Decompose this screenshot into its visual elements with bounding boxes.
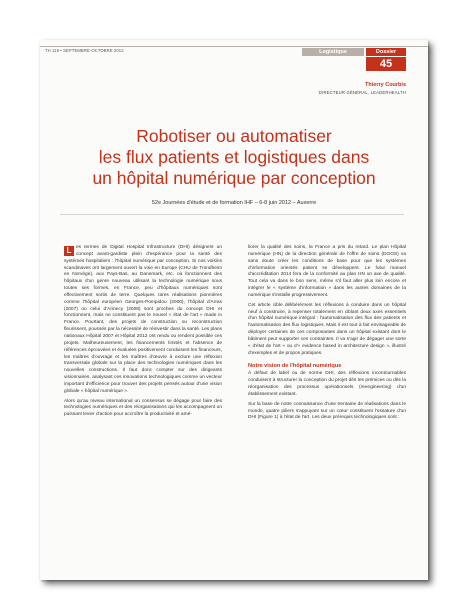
title-line-3: un hôpital numérique par conception bbox=[92, 168, 376, 188]
dossier-tab: Dossier bbox=[366, 48, 406, 56]
page-number: 45 bbox=[366, 57, 406, 71]
paragraph: Alors qu'au niveau international un consensus se dégage pour faire des technologies numériques et des réorganisations qui les accompagnent un puissant levier d'action pour accroître la productivité et amé- bbox=[64, 398, 222, 418]
author-name: Thierry Courbis bbox=[365, 82, 406, 88]
section-tab: Logistique bbox=[302, 48, 364, 56]
title-line-1: Robotiser ou automatiser bbox=[136, 126, 332, 146]
dropcap: L bbox=[64, 246, 74, 256]
right-column bbox=[248, 245, 406, 425]
paragraph: Sur la base de notre connaissance d'une trentaine de réalisations dans le monde, quatre piliers s'appuyant sur un cœur constituent l'ossature d'un DHI (Figure 1) à l'état de l'art. Les deux prérequis technologiques sont : bbox=[248, 401, 406, 421]
title-line-2: les flux patients et logistiques dans bbox=[98, 147, 370, 167]
article-title bbox=[52, 126, 416, 189]
paragraph: liorer la qualité des soins, la France a pris du retard. Le plan Hôpital numérique (HN) de la direction générale de l'offre de soins (DGOS) va sans doute créer les conditions de base pour que les systèmes d'information orientés patient se développent. Le futur manuel d'accréditation 2014 fera de la conformité au plan HN un axe de qualité. Tout cela va dans le bon sens, même s'il faut aller plus loin encore et intégrer le « système d'information » dans les autres domaines de la numérique s'installe progressivement. bbox=[248, 245, 406, 298]
issue-label: TH 119 • SEPTEMBRE-OCTOBRE 2012 bbox=[45, 48, 124, 53]
paragraph: À défaut de label ou de norme DHI, des réflexions incontournables conduisent à structurer la conception du projet dès les prémices ou dès la réorganisation des processus opérationnels (reengineering) d'un établissement existant. bbox=[248, 371, 406, 397]
left-column bbox=[64, 245, 222, 422]
paragraph: Cet article cible délibérément les réflexions à conduire dans un hôpital neuf à construire, à repenser totalement en ciblant deux axes essentiels d'un hôpital numérique intégral : l'automatisation des flux des patients et l'automatisation des flux logistiques. Mais il est tout à fait envisageable de déployer certaines de ces composantes dans un hôpital existant dont le bâtiment peut supporter ces contraintes. Il va s'agir de dégager une sorte « d'état de l'art » ou d'« evidence based in architecture design », illustré d'exemples et de propos pratiques. bbox=[248, 302, 406, 356]
section-heading: Notre vision de l'hôpital numérique bbox=[248, 362, 342, 369]
paragraph-text: es termes de Digital Hospital Infrastructure (DHI) désignent un concept avant-gardiste plein d'espérance pour la santé des systèmes hospitaliers : l'hôpital numérique par conception. Si nos voisins scandinaves ont largement ouvert la voie en Europe (CHU de Trondheim en Norvège), aux Pays-Bas, au Danemark, etc. où fonctionnent des hôpitaux d'un genre nouveau utilisant la technologie numérique sous toutes ses formes, en France, peu d'hôpitaux numériques sont effectivement sortis de terre. Quelques rares réalisations pionnières comme l'hôpital européen Georges-Pompidou (2000), l'hôpital d'Arras (2007) ou celui d'Annecy (2008) sont proches du concept DHI et fonctionnent, mais ne constituent pas le nouvel « état de l'art » made in France. Pourtant, des projets de construction ou reconstruction fleurissent, poussés par la nécessité de réinvestir dans la santé. Les plans nationaux Hôpital 2007 et Hôpital 2012 ont rendu ou rendent possible ces projets. Malheureusement, les financements limités et l'absence de références éprouvées et évaluées positivement conduisent les financeurs, les maîtres d'ouvrage et les maîtres d'œuvre à exclure une réflexion transversale globale sur la place des technologies numériques dans les nouvelles constructions. Il faut donc compter sur des dirigeants visionnaires, analysant ces innovations technologiques comme un vecteur important d'efficience pour trouver des projets pensés autour d'une vision globale « hôpital numérique ». bbox=[64, 245, 222, 394]
title-divider bbox=[60, 214, 404, 215]
author-role: DIRECTEUR GÉNÉRAL, LEADERHEALTH bbox=[318, 90, 406, 95]
magazine-page bbox=[40, 40, 428, 580]
paragraph bbox=[64, 245, 222, 396]
article-subtitle: 52e Journées d'étude et de formation IHF – 6-8 juin 2012 – Auxerre bbox=[151, 200, 317, 206]
author-block bbox=[319, 82, 406, 95]
